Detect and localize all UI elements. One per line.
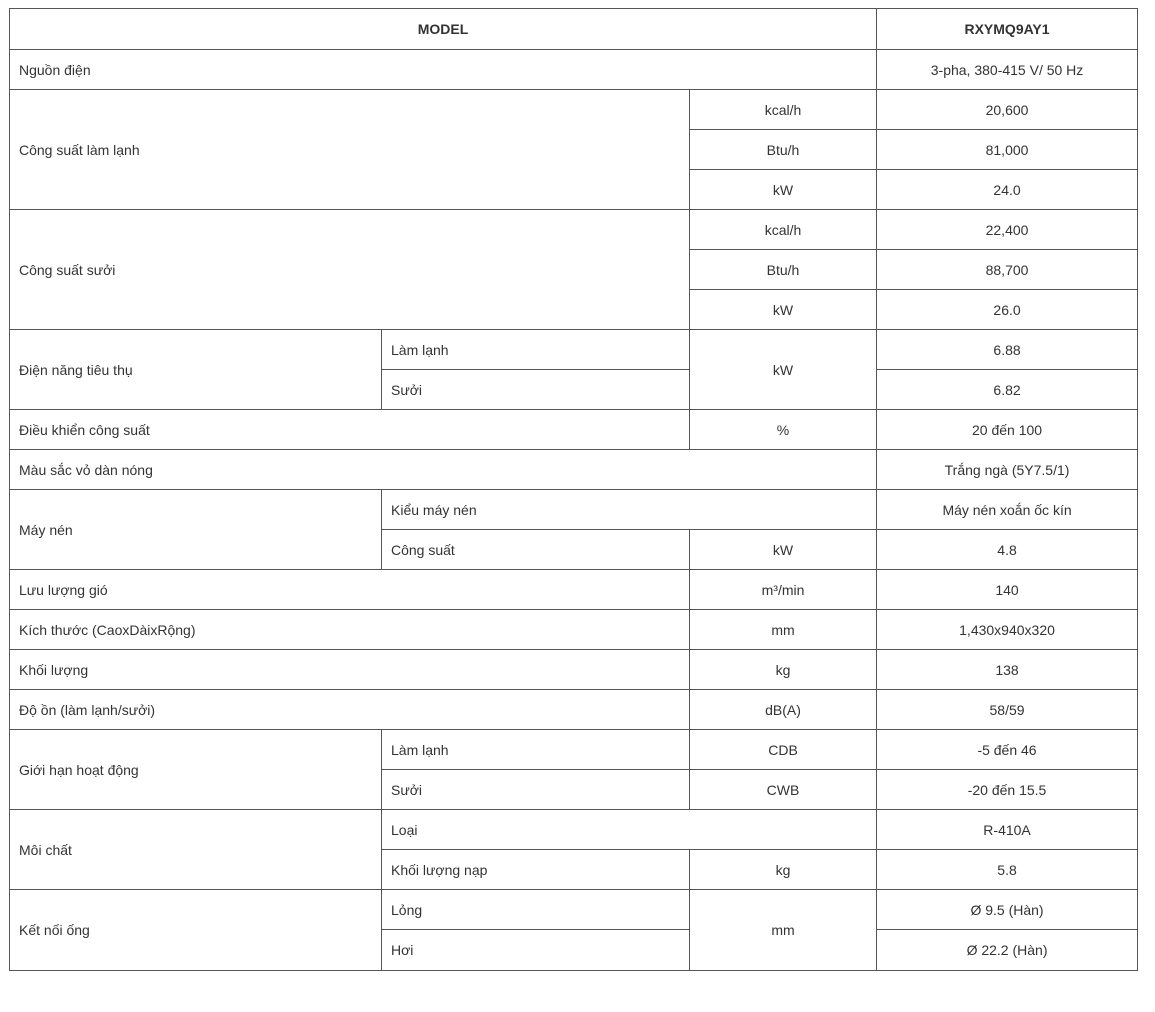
model-label: MODEL [10,9,877,50]
table-header-row [10,9,1138,50]
table-row [10,690,1138,730]
casing-color-value: Trắng ngà (5Y7.5/1) [877,450,1138,490]
operation-range-label: Giới hạn hoạt động [10,730,382,810]
compressor-type-value: Máy nén xoắn ốc kín [877,490,1138,530]
table-row [10,210,1138,250]
cooling-capacity-value: 20,600 [877,90,1138,130]
compressor-label: Máy nén [10,490,382,570]
refrigerant-type-label: Loại [382,810,877,850]
operation-range-value: -20 đến 15.5 [877,770,1138,810]
noise-unit: dB(A) [690,690,877,730]
heating-capacity-value: 22,400 [877,210,1138,250]
noise-value: 58/59 [877,690,1138,730]
compressor-output-value: 4.8 [877,530,1138,570]
power-consumption-unit: kW [690,330,877,410]
heating-capacity-unit: kcal/h [690,210,877,250]
spec-table [9,8,1138,971]
dimensions-value: 1,430x940x320 [877,610,1138,650]
cooling-capacity-value: 24.0 [877,170,1138,210]
weight-value: 138 [877,650,1138,690]
piping-unit: mm [690,890,877,971]
cooling-capacity-value: 81,000 [877,130,1138,170]
operation-range-unit: CWB [690,770,877,810]
heating-capacity-unit: kW [690,290,877,330]
operation-range-sub-label: Làm lạnh [382,730,690,770]
cooling-capacity-unit: kcal/h [690,90,877,130]
table-row [10,50,1138,90]
table-row [10,330,1138,370]
airflow-unit: m³/min [690,570,877,610]
refrigerant-type-value: R-410A [877,810,1138,850]
cooling-capacity-unit: Btu/h [690,130,877,170]
refrigerant-charge-value: 5.8 [877,850,1138,890]
dimensions-label: Kích thước (CaoxDàixRộng) [10,610,690,650]
table-row [10,650,1138,690]
compressor-type-label: Kiểu máy nén [382,490,877,530]
dimensions-unit: mm [690,610,877,650]
table-row [10,730,1138,770]
operation-range-value: -5 đến 46 [877,730,1138,770]
operation-range-sub-label: Sưởi [382,770,690,810]
compressor-output-label: Công suất [382,530,690,570]
power-supply-label: Nguồn điện [10,50,877,90]
compressor-output-unit: kW [690,530,877,570]
noise-label: Độ ồn (làm lạnh/sưởi) [10,690,690,730]
cooling-capacity-unit: kW [690,170,877,210]
capacity-control-label: Điều khiển công suất [10,410,690,450]
table-row [10,610,1138,650]
heating-capacity-value: 88,700 [877,250,1138,290]
refrigerant-charge-label: Khối lượng nạp [382,850,690,890]
piping-label: Kết nối ống [10,890,382,971]
table-row [10,450,1138,490]
power-consumption-sub-label: Sưởi [382,370,690,410]
table-row [10,570,1138,610]
power-consumption-sub-label: Làm lạnh [382,330,690,370]
power-consumption-value: 6.82 [877,370,1138,410]
heating-capacity-value: 26.0 [877,290,1138,330]
table-row [10,490,1138,530]
cooling-capacity-label: Công suất làm lạnh [10,90,690,210]
weight-label: Khối lượng [10,650,690,690]
heating-capacity-label: Công suất sưởi [10,210,690,330]
operation-range-unit: CDB [690,730,877,770]
power-consumption-label: Điện năng tiêu thụ [10,330,382,410]
table-row [10,890,1138,930]
airflow-value: 140 [877,570,1138,610]
weight-unit: kg [690,650,877,690]
casing-color-label: Màu sắc vỏ dàn nóng [10,450,877,490]
piping-value: Ø 9.5 (Hàn) [877,890,1138,930]
capacity-control-unit: % [690,410,877,450]
table-row [10,90,1138,130]
table-row [10,810,1138,850]
power-consumption-value: 6.88 [877,330,1138,370]
airflow-label: Lưu lượng gió [10,570,690,610]
power-supply-value: 3-pha, 380-415 V/ 50 Hz [877,50,1138,90]
heating-capacity-unit: Btu/h [690,250,877,290]
table-row [10,410,1138,450]
piping-sub-label: Lỏng [382,890,690,930]
model-value: RXYMQ9AY1 [877,9,1138,50]
piping-sub-label: Hơi [382,930,690,971]
refrigerant-charge-unit: kg [690,850,877,890]
refrigerant-label: Môi chất [10,810,382,890]
piping-value: Ø 22.2 (Hàn) [877,930,1138,971]
capacity-control-value: 20 đến 100 [877,410,1138,450]
